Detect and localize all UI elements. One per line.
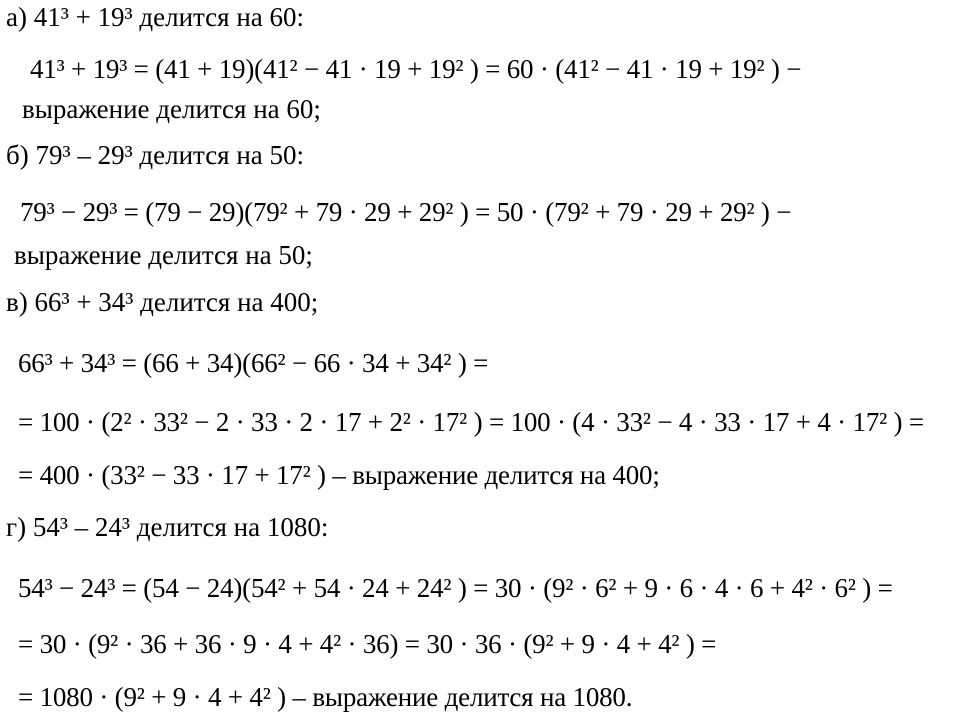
part-c-header: в) 66³ + 34³ делится на 400; — [6, 287, 319, 317]
part-b-equation: 79³ − 29³ = (79 − 29)(79² + 79 · 29 + 29² ) = 50 · (79² + 79 · 29 + 29² ) − — [20, 197, 792, 227]
part-b-header: б) 79³ – 29³ делится на 50: — [6, 140, 305, 170]
part-a-header: а) 41³ + 19³ делится на 60: — [6, 2, 305, 32]
part-a-conclusion: выражение делится на 60; — [22, 94, 321, 124]
part-c-equation-line-3: = 400 · (33² − 33 · 17 + 17² ) – выражение делится на 400; — [18, 460, 660, 490]
part-d-equation-line-1: 54³ − 24³ = (54 − 24)(54² + 54 · 24 + 24² ) = 30 · (9² · 6² + 9 · 6 · 4 · 6 + 4² · 6² ) = — [18, 573, 893, 603]
part-c-equation-line-2: = 100 · (2² · 33² − 2 · 33 · 2 · 17 + 2² · 17² ) = 100 · (4 · 33² − 4 · 33 · 17 + 4 · 17² ) = — [18, 407, 924, 437]
part-c-equation-line-1: 66³ + 34³ = (66 + 34)(66² − 66 · 34 + 34² ) = — [18, 348, 489, 378]
part-d-equation-line-2: = 30 · (9² · 36 + 36 · 9 · 4 + 4² · 36) = 30 · 36 · (9² + 9 · 4 + 4² ) = — [18, 629, 717, 659]
part-d-equation-line-3: = 1080 · (9² + 9 · 4 + 4² ) – выражение делится на 1080. — [18, 682, 633, 712]
part-a-equation: 41³ + 19³ = (41 + 19)(41² − 41 · 19 + 19² ) = 60 · (41² − 41 · 19 + 19² ) − — [30, 54, 802, 84]
part-b-conclusion: выражение делится на 50; — [14, 240, 313, 270]
part-d-header: г) 54³ – 24³ делится на 1080: — [6, 512, 329, 542]
